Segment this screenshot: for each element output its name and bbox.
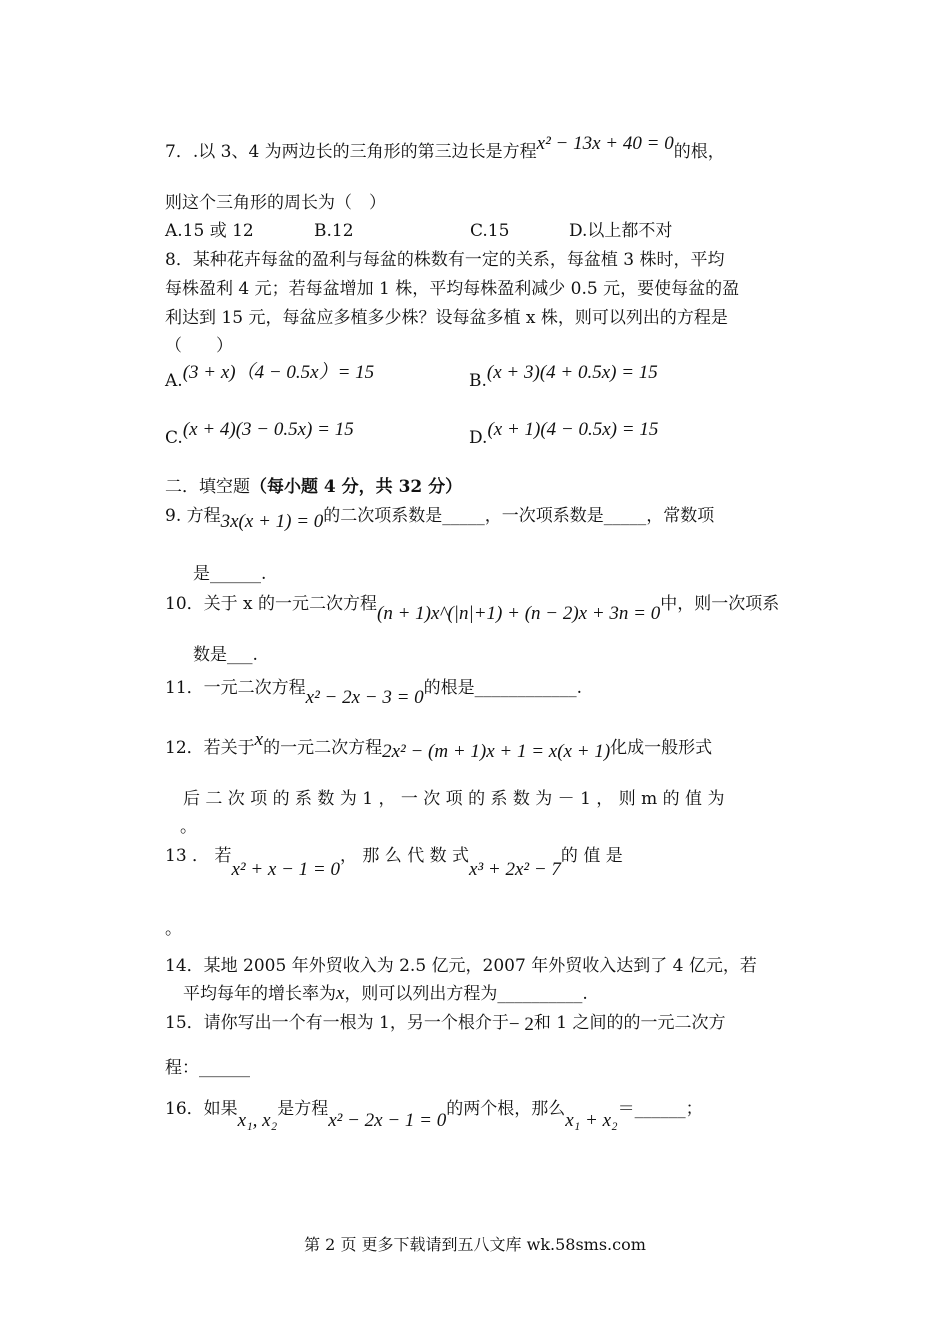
q10-line1	[165, 593, 780, 624]
q8-option-a-equation: (3 + x)（4 − 0.5x）= 15	[182, 362, 375, 383]
q9-line1	[165, 505, 715, 532]
q8-option-c-label: C.	[165, 428, 183, 448]
q8-line3: 利达到 15 元，每盆应多植多少株？设每盆多植 x 株，则可以列出的方程是	[165, 308, 728, 328]
q8-option-d-equation: (x + 1)(4 − 0.5x) = 15	[487, 419, 659, 440]
q11-text-end: 的根是____________.	[423, 678, 583, 698]
q7-option-c: C.15	[470, 221, 510, 241]
q11-equation: x² − 2x − 3 = 0	[305, 687, 424, 708]
q7-text-end: 的根，	[673, 142, 725, 162]
q7-option-b: B.12	[314, 221, 354, 241]
q16-equation: x² − 2x − 1 = 0	[328, 1110, 447, 1131]
q12-text-mid: 的一元二次方程	[263, 738, 383, 758]
q12-equation: 2x² − (m + 1)x + 1 = x(x + 1)	[382, 741, 611, 762]
q8-option-b	[469, 362, 658, 392]
q8-line1: 8．某种花卉每盆的盈利与每盆的株数有一定的关系，每盆植 3 株时，平均	[165, 250, 725, 270]
q10-text-end: 中，则一次项系	[660, 594, 780, 614]
q9-equation: 3x(x + 1) = 0	[220, 511, 324, 532]
q14-text-end: ，则可以列出方程为__________.	[344, 984, 588, 1004]
q12-line1	[165, 729, 713, 762]
q11-line	[165, 677, 583, 708]
q10-text: 10．关于 x 的一元二次方程	[165, 594, 378, 614]
q12-line3: 。	[180, 817, 197, 837]
section-score: （每小题 4 分，共 32 分）	[250, 477, 463, 497]
q13-line2: 。	[165, 919, 182, 939]
q7-line1	[165, 133, 725, 163]
q10-line2: 数是___.	[193, 645, 258, 665]
section-heading	[165, 476, 462, 498]
q16-text-mid: 是方程	[277, 1099, 329, 1119]
q8-option-c	[165, 419, 354, 449]
q8-option-b-equation: (x + 3)(4 + 0.5x) = 15	[486, 362, 658, 383]
q16-text-mid2: 的两个根，那么	[446, 1099, 566, 1119]
q14-text: 平均每年的增长率为	[183, 984, 336, 1004]
q15-text: 15．请你写出一个有一根为 1，另一个根介于	[165, 1013, 509, 1033]
q9-text-end: 的二次项系数是_____，一次项系数是_____，常数项	[323, 506, 715, 526]
section-title: 二．填空题	[165, 477, 250, 497]
q15-line1	[165, 1012, 725, 1034]
q12-line2: 后 二 次 项 的 系 数 为 1 ， 一 次 项 的 系 数 为 － 1 ， 则 m 的 值 为	[183, 789, 725, 809]
q16-text-end: ＝______；	[617, 1099, 703, 1119]
q14-line1: 14．某地 2005 年外贸收入为 2.5 亿元，2007 年外贸收入达到了 4 亿元，若	[165, 956, 757, 976]
q15-line2: 程：______	[165, 1058, 250, 1078]
q14-variable: x	[336, 983, 345, 1004]
q8-option-c-equation: (x + 4)(3 − 0.5x) = 15	[182, 419, 354, 440]
q15-number: − 2	[508, 1014, 534, 1035]
q13-text-mid: ， 那 么 代 数 式	[339, 846, 470, 866]
q8-option-a-label: A.	[165, 371, 183, 391]
page-footer: 第 2 页 更多下载请到五八文库 wk.58sms.com	[304, 1235, 646, 1254]
q12-text: 12．若关于	[165, 738, 255, 758]
q13-text-end: 的 值 是	[560, 846, 623, 866]
q14-line2	[183, 983, 588, 1005]
q7-equation: x² − 13x + 40 = 0	[536, 133, 674, 154]
q11-text: 11．一元二次方程	[165, 678, 306, 698]
q8-line4: （ ）	[165, 336, 233, 356]
q13-text: 13 ． 若	[165, 846, 232, 866]
q7-option-a: A.15 或 12	[165, 221, 254, 241]
q16-sum: x₁ + x₂	[565, 1110, 618, 1131]
q8-option-d	[469, 419, 659, 449]
q9-line2: 是______.	[193, 564, 267, 584]
q8-option-a	[165, 362, 375, 392]
q7-option-d: D.以上都不对	[569, 221, 673, 241]
q12-variable: x	[254, 729, 264, 750]
q15-text-end: 和 1 之间的的一元二次方	[533, 1013, 726, 1033]
q9-text: 9. 方程	[165, 506, 221, 526]
q8-option-b-label: B.	[469, 371, 487, 391]
q16-roots: x₁, x₂	[237, 1110, 278, 1131]
q7-line2: 则这个三角形的周长为（ ）	[165, 193, 386, 213]
q7-text: 7．.以 3、4 为两边长的三角形的第三边长是方程	[165, 142, 537, 162]
q8-line2: 每株盈利 4 元；若每盆增加 1 株，平均每株盈利减少 0.5 元，要使每盆的盈	[165, 279, 740, 299]
q13-line1	[165, 845, 623, 880]
q16-line	[165, 1098, 703, 1131]
q8-option-d-label: D.	[469, 428, 488, 448]
q13-equation: x² + x − 1 = 0	[231, 859, 340, 880]
q13-expression: x³ + 2x² − 7	[469, 859, 561, 880]
q12-text-end: 化成一般形式	[610, 738, 713, 758]
q16-text: 16．如果	[165, 1099, 238, 1119]
q10-equation: (n + 1)x^(|n|+1) + (n − 2)x + 3n = 0	[377, 603, 661, 624]
